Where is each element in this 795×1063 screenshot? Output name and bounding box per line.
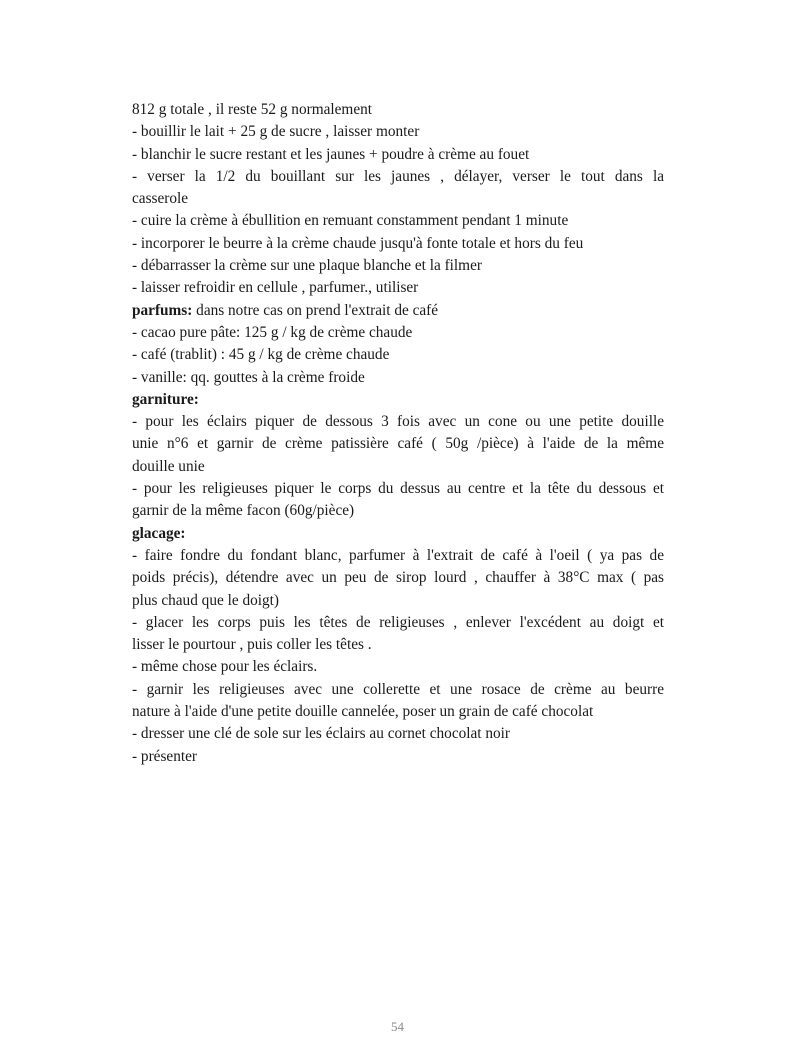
text-line: - vanille: qq. gouttes à la crème froide xyxy=(132,368,365,386)
glacage-heading: glacage: xyxy=(132,524,186,542)
text-line: casserole xyxy=(132,190,189,208)
text-line: - garnir les religieuses avec une collerette et une rosace de crème au beurre xyxy=(132,680,664,698)
text-line: - cacao pure pâte: 125 g / kg de crème chaude xyxy=(132,323,413,341)
garniture-heading: garniture: xyxy=(132,390,199,408)
text-line: 812 g totale , il reste 52 g normalement xyxy=(132,101,373,118)
text-line: nature à l'aide d'une petite douille cannelée, poser un grain de café chocolat xyxy=(132,703,594,721)
text-line: - pour les religieuses piquer le corps du dessus au centre et la tête du dessous et xyxy=(132,480,664,498)
text-line: - glacer les corps puis les têtes de religieuses , enlever l'excédent au doigt et xyxy=(132,613,664,631)
text-line: unie n°6 et garnir de crème patissière café ( 50g /pièce) à l'aide de la même xyxy=(132,435,664,453)
text-line: - bouillir le lait + 25 g de sucre , laisser monter xyxy=(132,123,420,141)
text-line: - verser la 1/2 du bouillant sur les jaunes , délayer, verser le tout dans la xyxy=(132,167,664,185)
recipe-text xyxy=(132,99,664,768)
text-line: - blanchir le sucre restant et les jaunes + poudre à crème au fouet xyxy=(132,145,530,163)
text-line: - faire fondre du fondant blanc, parfumer à l'extrait de café à l'oeil ( ya pas de xyxy=(132,546,664,564)
parfums-intro: dans notre cas on prend l'extrait de café xyxy=(192,301,439,319)
text-line: garnir de la même facon (60g/pièce) xyxy=(132,502,355,520)
text-line: - présenter xyxy=(132,747,197,765)
text-line: poids précis), détendre avec un peu de sirop lourd , chauffer à 38°C max ( pas xyxy=(132,569,664,587)
text-line: - pour les éclairs piquer de dessous 3 fois avec un cone ou une petite douille xyxy=(132,413,664,431)
text-line: - incorporer le beurre à la crème chaude jusqu'à fonte totale et hors du feu xyxy=(132,234,584,252)
text-line: - même chose pour les éclairs. xyxy=(132,658,318,676)
text-line: - débarrasser la crème sur une plaque blanche et la filmer xyxy=(132,257,482,275)
text-line: - dresser une clé de sole sur les éclairs au cornet chocolat noir xyxy=(132,725,511,743)
text-line: - cuire la crème à ébullition en remuant constamment pendant 1 minute xyxy=(132,212,569,230)
text-line: lisser le pourtour , puis coller les têtes . xyxy=(132,636,372,654)
page-number: 54 xyxy=(391,1019,404,1034)
text-line: - café (trablit) : 45 g / kg de crème chaude xyxy=(132,346,390,364)
text-line: plus chaud que le doigt) xyxy=(132,591,279,609)
text-line: douille unie xyxy=(132,457,205,475)
parfums-line xyxy=(132,300,664,322)
parfums-heading: parfums: xyxy=(132,301,193,319)
text-line: - laisser refroidir en cellule , parfumer., utiliser xyxy=(132,279,419,297)
